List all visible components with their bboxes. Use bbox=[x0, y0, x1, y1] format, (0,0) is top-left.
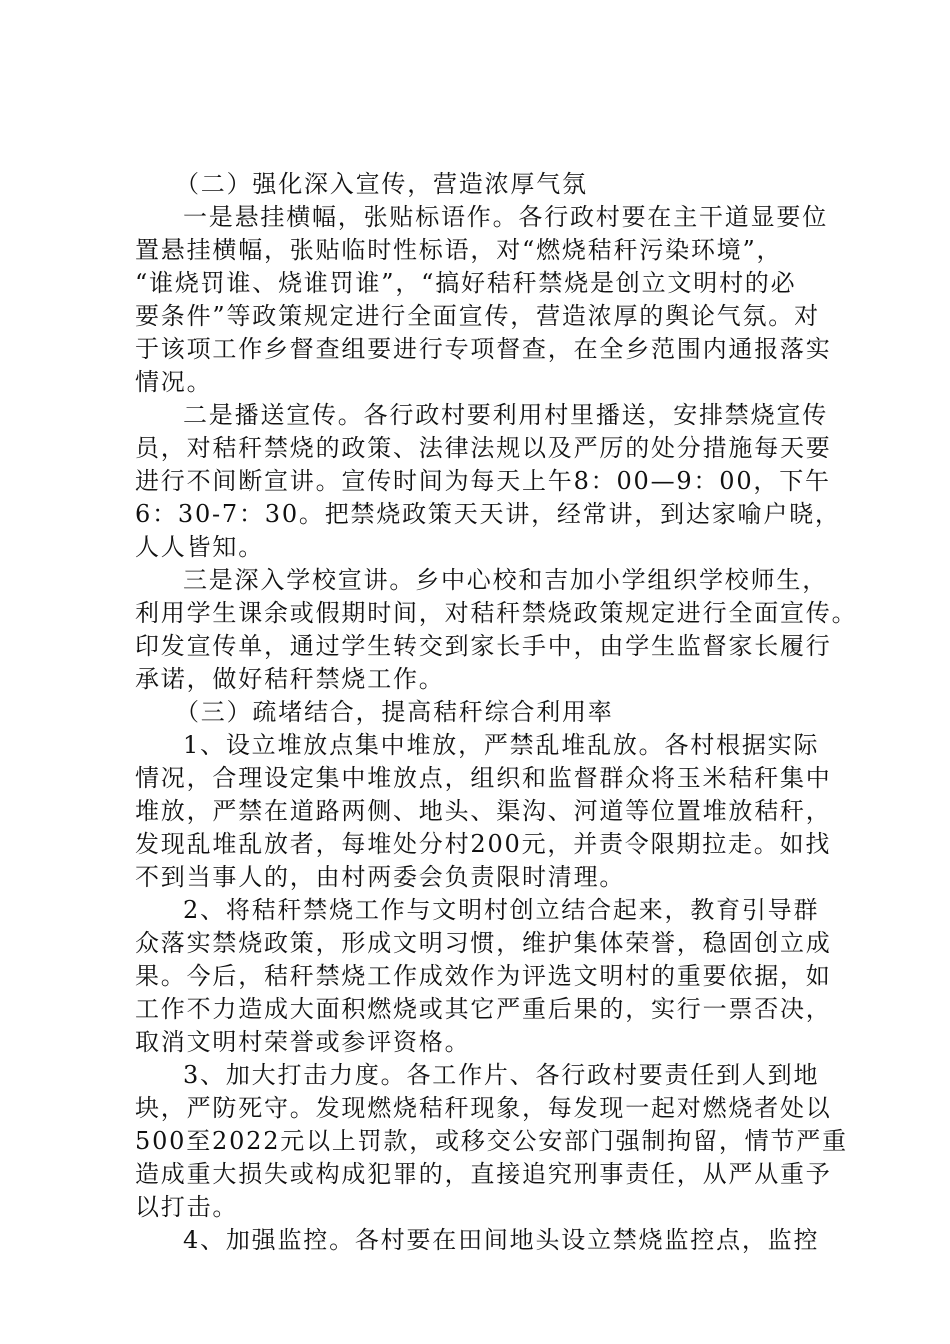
paragraph-line: 二是播送宣传。各行政村要利用村里播送，安排禁烧宣传 bbox=[183, 401, 828, 429]
paragraph-line: 于该项工作乡督查组要进行专项督查，在全乡范围内通报落实 bbox=[135, 335, 832, 363]
paragraph-line: 情况，合理设定集中堆放点，组织和监督群众将玉米秸秆集中 bbox=[135, 764, 832, 792]
paragraph-line: 工作不力造成大面积燃烧或其它严重后果的，实行一票否决， bbox=[135, 995, 832, 1023]
paragraph-line: 要条件”等政策规定进行全面宣传，营造浓厚的舆论气氛。对 bbox=[135, 302, 820, 330]
paragraph-line: “谁烧罚谁、烧谁罚谁”，“搞好秸秆禁烧是创立文明村的必 bbox=[135, 269, 797, 297]
paragraph-line: 发现乱堆乱放者，每堆处分村200元，并责令限期拉走。如找 bbox=[135, 830, 832, 858]
paragraph-line: 一是悬挂横幅，张贴标语作。各行政村要在主干道显要位 bbox=[183, 203, 828, 231]
paragraph-line: 4、加强监控。各村要在田间地头设立禁烧监控点，监控 bbox=[183, 1226, 820, 1254]
paragraph-line: 员，对秸秆禁烧的政策、法律法规以及严厉的处分措施每天要 bbox=[135, 434, 832, 462]
paragraph-line: 1、设立堆放点集中堆放，严禁乱堆乱放。各村根据实际 bbox=[183, 731, 820, 759]
paragraph-line: 印发宣传单，通过学生转交到家长手中，由学生监督家长履行 bbox=[135, 632, 832, 660]
paragraph-line: 情况。 bbox=[135, 368, 213, 396]
paragraph-line: 利用学生课余或假期时间，对秸秆禁烧政策规定进行全面宣传。 bbox=[135, 599, 858, 627]
paragraph-line: 堆放，严禁在道路两侧、地头、渠沟、河道等位置堆放秸秆， bbox=[135, 797, 832, 825]
paragraph-line: 众落实禁烧政策，形成文明习惯，维护集体荣誉，稳固创立成 bbox=[135, 929, 832, 957]
paragraph-line: 人人皆知。 bbox=[135, 533, 264, 561]
paragraph-line: 果。今后，秸秆禁烧工作成效作为评选文明村的重要依据，如 bbox=[135, 962, 832, 990]
document-body bbox=[135, 168, 858, 1257]
paragraph-line: 造成重大损失或构成犯罪的，直接追究刑事责任，从严从重予 bbox=[135, 1160, 832, 1188]
paragraph-line: 2、将秸秆禁烧工作与文明村创立结合起来，教育引导群 bbox=[183, 896, 820, 924]
paragraph-line: 500至2022元以上罚款，或移交公安部门强制拘留，情节严重 bbox=[135, 1127, 848, 1155]
paragraph-line: 进行不间断宣讲。宣传时间为每天上午8：00—9：00，下午 bbox=[135, 467, 831, 495]
paragraph-line: 块，严防死守。发现燃烧秸秆现象，每发现一起对燃烧者处以 bbox=[135, 1094, 832, 1122]
paragraph-line: 承诺，做好秸秆禁烧工作。 bbox=[135, 665, 445, 693]
paragraph-line: 以打击。 bbox=[135, 1193, 239, 1221]
paragraph-line: 不到当事人的，由村两委会负责限时清理。 bbox=[135, 863, 626, 891]
paragraph-line: 取消文明村荣誉或参评资格。 bbox=[135, 1028, 471, 1056]
paragraph-line: 置悬挂横幅，张贴临时性标语，对“燃烧秸秆污染环境”， bbox=[135, 236, 783, 264]
paragraph-line: 6：30-7：30。把禁烧政策天天讲，经常讲，到达家喻户晓， bbox=[135, 500, 841, 528]
paragraph-line: 3、加大打击力度。各工作片、各行政村要责任到人到地 bbox=[183, 1061, 820, 1089]
paragraph-line: 三是深入学校宣讲。乡中心校和吉加小学组织学校师生， bbox=[183, 566, 828, 594]
section-heading-3: （三）疏堵结合，提高秸秆综合利用率 bbox=[175, 698, 614, 726]
section-heading-2: （二）强化深入宣传，营造浓厚气氛 bbox=[175, 170, 588, 198]
